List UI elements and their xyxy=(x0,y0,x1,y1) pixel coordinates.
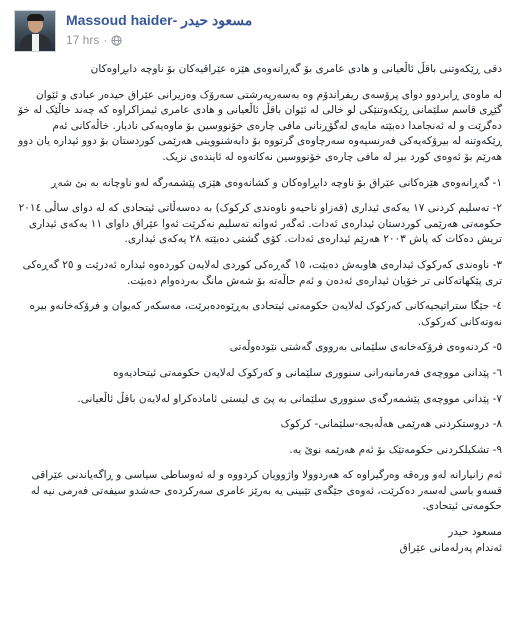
author-name[interactable]: Massoud haider- مسعود حيدر xyxy=(66,12,253,28)
globe-icon[interactable] xyxy=(111,35,122,46)
post-body xyxy=(12,62,502,556)
list-item: ٨- دروستکردنى هەرێمى هەڵەبجە-سلێمانى- کرکوک xyxy=(280,418,502,431)
post-title: دقى ڕێکەوتنى باقڵ ئاڵعيانى و هادى عامرى بۆ گەڕانەوەى هێزە عێراقيەکان بۆ ناوچە دابڕاوەکان xyxy=(90,63,502,75)
post-paragraph: ئەم زانيارانە لەو ورەقە وەرگيراوە کە هەردوولا واژوويان کردووە و لە ئەوساطى سياسى و ڕاگەياندنى عێراقى قسەو باسى لەسەر دەکرێت، ئەوەى جێگەى تێبينى يە بەرێز عامرى سەرکردەى حەشدو سيفەتى فەرمى نيە لە حکومەتى ئيتحادى. xyxy=(30,469,502,513)
list-item: ٩- تشکيلکردنى حکومەتێک بۆ ئەم هەرێمە نوێ يە. xyxy=(289,443,502,456)
list-item: ٥- کردنەوەى فرۆکەخانەى سلێمانى بەرووى گەشتى نێودەوڵەتى xyxy=(229,341,502,354)
signature-title: ئەندام پەرلەمانى عێراق xyxy=(399,541,502,554)
post-header xyxy=(14,10,504,52)
signature-name: مسعود حيدر xyxy=(448,526,502,539)
list-item: ٧- پێدانى مووچەى پێشمەرگەى سنوورى سلێمانى بە پێ ى ليستى ئامادەکراو لەلايەن باقڵ ئاڵعيانى. xyxy=(77,392,502,405)
author-avatar[interactable] xyxy=(14,10,56,52)
post-timestamp[interactable]: 17 hrs xyxy=(66,33,100,47)
list-item: ٢- تەسليم کردنى ١٧ يەکەى ئيدارى (قەزاو ناحيەو ناوەندى کرکوک) بە دەسەڵاتى ئيتحادى کە لە دواى ساڵى ٢٠١٤ حکومەتى هەرێمى کوردستان ئيدارەى ئەدات. ئەگەر ئەوانە تەسليم نەکرێت ئەوا عێراق داواى ١١ يەکەى ئيدارى تريش دەکات کە پاش ٢٠٠٣ هەرێم ئيدارەى ئەدات. کۆى گشتى دەبێتە ٢٨ يەکەى ئيدارى. xyxy=(18,202,502,246)
list-item: ٤- جێگا ستراتيجيەکانى کەرکوک لەلايەن حکومەتى ئيتحادى بەڕێوەدەبرێت، مەسکەر کەيوان و فرۆکەخانەو بيرە نەوتەکانى کەرکوک. xyxy=(29,300,502,328)
post-paragraph: لە ماوەى ڕابردوو دواى پرۆسەى ريفراندۆم وە بەسەرپەرشتى سەرۆک وەزيرانى عێراق حيدەر عبادى و ئێوان گێڕى قاسم سلێمانى ڕێکەوتنێکى لو خالى لە ئێوان باقڵ ئاڵعيانى و هادى عامرى ئيمزاکراوە کە چەند خاڵێک لە خۆ دەگرێت و لە ئەنجامدا دەبێتە مايەى لەگۆڕنانى مافى چارەى خۆنووسين بۆ ماوەيەکى ناديار. خاڵەکانى ئەم ڕێکەوتنە لە بيرۆکەيەکى فەرنسيەوە سەرچاوەى گرتووە بۆ دابەشنووينى هەرێمى کوردستان بۆ دوو ئيدارە يان دوو هەرێم بۆ ئەوەى کورد بير لە مافى چارەى خۆنووسين نەکاتەوە لە ئايندەى نزيک. xyxy=(18,88,502,163)
meta-separator: · xyxy=(103,33,108,47)
post-meta xyxy=(66,33,122,47)
list-item: ٣- ناوەندى کەرکوک ئيدارەى هاوبەش دەبێت، ١٥ گەڕەکى کوردى لەلايەن کوردەوە ئيدارە ئەدرێت و ٢٥ گەڕەکى ترى پێکهاتەکانى تر خۆيان ئيدارەى ئەدەن و ئەم حاڵەتە بۆ شەش مانگ بەردەوام دەبێت. xyxy=(22,258,502,287)
list-item: ٦- پێدانى مووچەى فەرمانبەرانى سنوورى سلێمانى و کەرکوک لەلايەن حکومەتى ئيتحاديەوە xyxy=(113,366,502,379)
list-item: ١- گەڕانەوەى هێزەکانى عێراق بۆ ناوچە دابڕاوەکان و کشانەوەى هێزى پێشمەرگە لەو ناوچانە بە بێ شەڕ xyxy=(51,176,502,189)
